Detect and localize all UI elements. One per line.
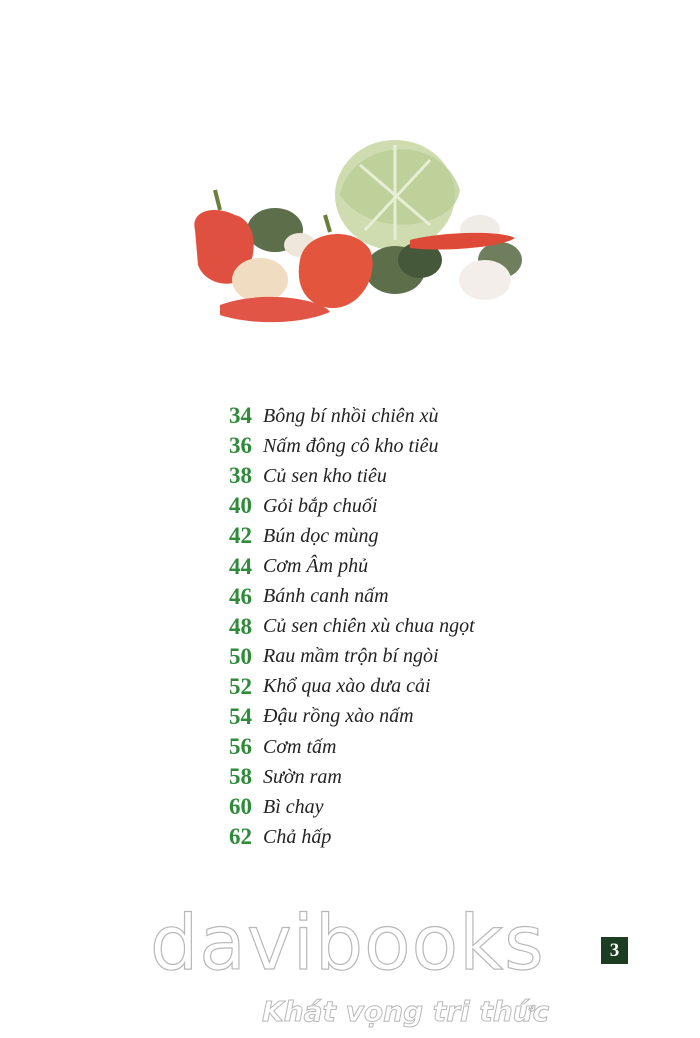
- toc-title: Bánh canh nấm: [263, 585, 389, 608]
- toc-page-number: 60: [229, 794, 252, 820]
- toc-row: [224, 401, 475, 431]
- toc-page-number: 36: [229, 433, 252, 459]
- toc-row: [224, 792, 475, 822]
- vegetables-illustration: [180, 120, 540, 340]
- toc-row: [224, 702, 475, 732]
- watermark-brand: davibooks: [150, 898, 545, 987]
- toc-row: [224, 582, 475, 612]
- page-number-badge: 3: [601, 937, 628, 964]
- toc-title: Củ sen kho tiêu: [263, 464, 387, 487]
- toc-title: Đậu rồng xào nấm: [263, 705, 414, 728]
- toc-row: [224, 672, 475, 702]
- toc-page-number: 48: [229, 613, 252, 639]
- toc-title: Cơm Âm phủ: [263, 555, 369, 578]
- toc-title: Khổ qua xào dưa cải: [263, 675, 431, 698]
- toc-row: [224, 732, 475, 762]
- toc-page-number: 50: [229, 643, 252, 669]
- toc-row: [224, 551, 475, 581]
- toc-row: [224, 612, 475, 642]
- toc-row: [224, 822, 475, 852]
- toc-title: Bông bí nhồi chiên xù: [263, 404, 439, 427]
- toc-page-number: 58: [229, 764, 252, 790]
- watermark-tagline: Khát vọng tri thức: [262, 995, 550, 1028]
- toc-title: Gỏi bắp chuối: [263, 494, 378, 517]
- toc-row: [224, 642, 475, 672]
- toc-page-number: 62: [229, 824, 252, 850]
- toc-title: Sườn ram: [263, 765, 342, 788]
- toc-page-number: 52: [229, 673, 252, 699]
- watermark: [150, 898, 550, 1035]
- cabbage: [335, 140, 460, 250]
- toc-page-number: 42: [229, 523, 252, 549]
- toc-title: Cơm tấm: [263, 735, 337, 758]
- toc-page-number: 34: [229, 403, 252, 429]
- onion: [232, 258, 288, 302]
- toc-page-number: 40: [229, 493, 252, 519]
- toc-row: [224, 431, 475, 461]
- toc-title: Củ sen chiên xù chua ngọt: [263, 615, 475, 638]
- toc-row: [224, 491, 475, 521]
- toc-title: Chả hấp: [263, 825, 332, 848]
- toc-page-number: 56: [229, 734, 252, 760]
- toc-page-number: 54: [229, 703, 252, 729]
- toc-title: Rau mầm trộn bí ngòi: [263, 645, 439, 668]
- toc-title: Bún dọc mùng: [263, 524, 379, 547]
- toc-title: Nấm đông cô kho tiêu: [263, 434, 439, 457]
- toc-page-number: 38: [229, 463, 252, 489]
- toc-row: [224, 521, 475, 551]
- toc-page-number: 46: [229, 583, 252, 609]
- table-of-contents: [224, 401, 475, 852]
- toc-page-number: 44: [229, 553, 252, 579]
- toc-title: Bì chay: [263, 795, 324, 818]
- toc-row: [224, 461, 475, 491]
- toc-row: [224, 762, 475, 792]
